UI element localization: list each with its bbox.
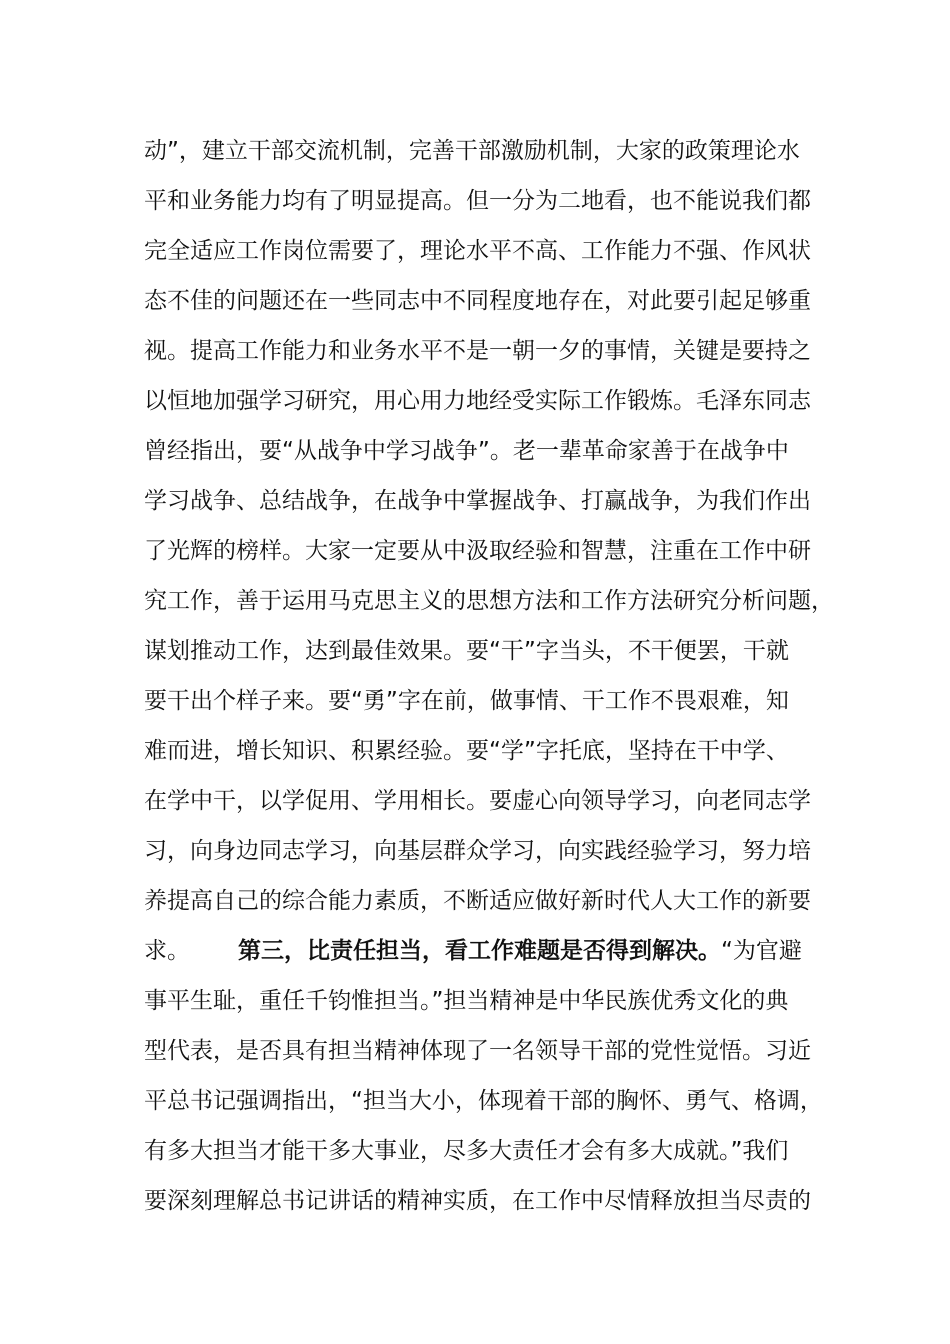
text-line: 平和业务能力均有了明显提高。但一分为二地看，也不能说我们都	[144, 188, 811, 214]
line-lead-text: 求。	[144, 938, 190, 964]
text-line: 有多大担当才能干多大事业，尽多大责任才会有多大成就。”我们	[144, 1138, 789, 1164]
text-line: 事平生耻，重任千钧惟担当。”担当精神是中华民族优秀文化的典	[144, 988, 789, 1014]
text-line: 养提高自己的综合能力素质，不断适应做好新时代人大工作的新要	[144, 888, 811, 914]
text-line: 谋划推动工作，达到最佳效果。要“干”字当头，不干便罢，干就	[144, 638, 789, 664]
line-tail-text: “为官避	[721, 938, 802, 964]
heading-line	[144, 926, 824, 976]
text-line: 了光辉的榜样。大家一定要从中汲取经验和智慧，注重在工作中研	[144, 538, 811, 564]
text-line: 视。提高工作能力和业务水平不是一朝一夕的事情，关键是要持之	[144, 338, 811, 364]
body-text	[144, 126, 834, 1226]
text-line: 完全适应工作岗位需要了，理论水平不高、工作能力不强、作风状	[144, 238, 811, 264]
text-line: 动”，建立干部交流机制，完善干部激励机制，大家的政策理论水	[144, 138, 800, 164]
text-line: 学习战争、总结战争，在战争中掌握战争、打赢战争，为我们作出	[144, 488, 811, 514]
text-line: 要深刻理解总书记讲话的精神实质，在工作中尽情释放担当尽责的	[144, 1188, 811, 1214]
text-line: 平总书记强调指出，“担当大小，体现着干部的胸怀、勇气、格调，	[144, 1088, 823, 1114]
section-heading: 第三，比责任担当，看工作难题是否得到解决。	[238, 938, 721, 964]
text-line: 型代表，是否具有担当精神体现了一名领导干部的党性觉悟。习近	[144, 1038, 811, 1064]
text-line: 曾经指出，要“从战争中学习战争”。老一辈革命家善于在战争中	[144, 438, 789, 464]
text-line: 要干出个样子来。要“勇”字在前，做事情、干工作不畏艰难，知	[144, 688, 789, 714]
text-line: 难而进，增长知识、积累经验。要“学”字托底，坚持在干中学、	[144, 738, 789, 764]
text-line: 究工作，善于运用马克思主义的思想方法和工作方法研究分析问题，	[144, 588, 834, 614]
text-line: 态不佳的问题还在一些同志中不同程度地存在，对此要引起足够重	[144, 288, 811, 314]
text-line: 在学中干，以学促用、学用相长。要虚心向领导学习，向老同志学	[144, 788, 811, 814]
text-line: 以恒地加强学习研究，用心用力地经受实际工作锻炼。毛泽东同志	[144, 388, 811, 414]
text-line: 习，向身边同志学习，向基层群众学习，向实践经验学习，努力培	[144, 838, 811, 864]
